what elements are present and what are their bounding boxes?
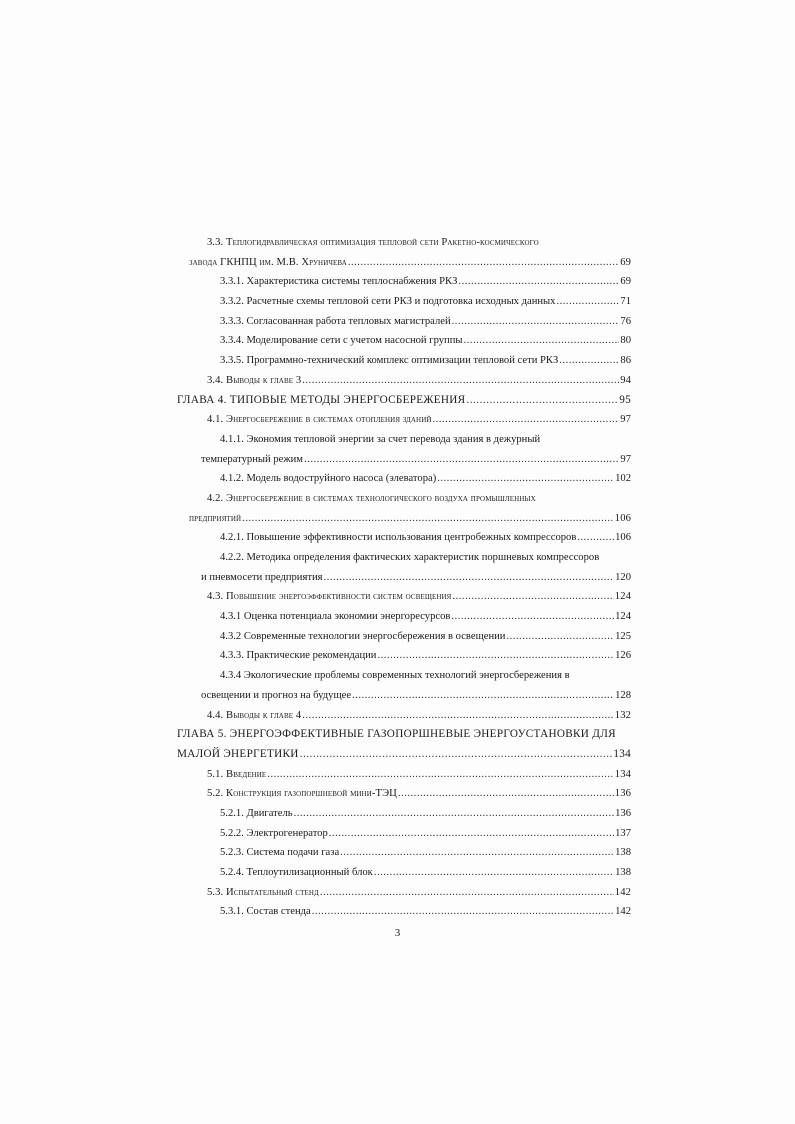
toc-entry (0, 863, 795, 883)
toc-entry-text: 5.2.3. Система подачи газа (220, 847, 340, 859)
toc-entry (0, 706, 795, 726)
toc-leader-dots (329, 824, 614, 844)
toc-leader-dots (452, 312, 620, 332)
toc-entry-text: 5.3.1. Состав стенда (220, 906, 311, 918)
toc-entry (0, 292, 795, 312)
toc-entry (0, 331, 795, 351)
toc-entry (0, 509, 795, 529)
toc-entry (0, 843, 795, 863)
toc-entry (0, 410, 795, 430)
toc-entry-text: температурный режим (201, 453, 304, 465)
toc-entry (0, 489, 795, 509)
toc-leader-dots (506, 627, 614, 647)
toc-entry-text: 3.3.2. Расчетные схемы тепловой сети РКЗ и подготовка исходных данных (220, 296, 556, 308)
toc-leader-dots (304, 450, 619, 470)
toc-entry (0, 233, 795, 253)
toc-entry (0, 312, 795, 332)
toc-leader-dots (377, 646, 614, 666)
toc-entry (0, 902, 795, 922)
toc-entry-text: 4.3.4 Экологические проблемы современных технологий энергосбережения в (220, 670, 570, 682)
toc-chapter (0, 745, 795, 765)
toc-leader-dots (466, 391, 618, 411)
toc-entry (0, 351, 795, 371)
toc-entry (0, 666, 795, 686)
toc-entry-page: 138 (615, 867, 631, 878)
toc-entry (0, 883, 795, 903)
toc-entry-page: 142 (614, 886, 631, 898)
toc-entry (0, 430, 795, 450)
toc-entry-page: 124 (614, 591, 631, 603)
toc-entry-text: 5.2.1. Двигатель (220, 807, 293, 819)
toc-entry (0, 824, 795, 844)
table-of-contents (0, 233, 795, 922)
toc-leader-dots (398, 784, 614, 804)
toc-entry-page: 136 (615, 807, 631, 819)
toc-entry-text: 3.3.5. Программно-технический комплекс оптимизации тепловой сети РКЗ (220, 355, 559, 367)
toc-entry-page: 95 (619, 393, 631, 406)
toc-entry-text: 3.4. Выводы к главе 3 (207, 374, 302, 386)
toc-entry-page: 120 (615, 571, 631, 583)
toc-leader-dots (437, 469, 614, 489)
toc-leader-dots (452, 587, 613, 607)
toc-entry (0, 450, 795, 470)
toc-leader-dots (242, 509, 614, 529)
toc-leader-dots (300, 745, 613, 765)
toc-entry-page: 106 (615, 532, 631, 544)
toc-entry-text: предприятий (189, 512, 242, 524)
toc-leader-dots (556, 292, 619, 312)
toc-entry-page: 69 (620, 276, 631, 288)
toc-entry-text: 4.3.1 Оценка потенциала экономии энергоресурсов (220, 611, 451, 623)
toc-entry-text: и пневмосети предприятия (201, 571, 323, 583)
toc-entry-page: 125 (615, 630, 631, 642)
toc-entry-text: 5.2.4. Теплоутилизационный блок (220, 867, 373, 878)
toc-entry-page: 102 (615, 473, 631, 485)
toc-entry (0, 272, 795, 292)
toc-entry-text: 4.3.3. Практические рекомендации (220, 650, 377, 662)
toc-entry (0, 784, 795, 804)
page-number: 3 (394, 927, 401, 939)
toc-entry-text: 3.3.1. Характеристика системы теплоснабжения РКЗ (220, 276, 458, 288)
toc-entry-page: 71 (620, 296, 631, 308)
toc-entry-page: 86 (620, 355, 631, 367)
toc-entry-page: 142 (615, 906, 631, 918)
toc-entry-text: 5.1. Введение (207, 768, 267, 780)
toc-entry-page: 136 (614, 788, 631, 800)
toc-leader-dots (312, 902, 614, 922)
toc-entry-text: МАЛОЙ ЭНЕРГЕТИКИ (177, 747, 299, 760)
toc-leader-dots (302, 371, 619, 391)
toc-entry-page: 97 (620, 414, 631, 426)
toc-leader-dots (352, 686, 614, 706)
toc-entry-text: 4.2. Энергосбережение в системах технологического воздуха промышленных (207, 492, 536, 504)
toc-entry-page: 97 (620, 453, 631, 465)
toc-entry-text: 5.2.2. Электрогенератор (220, 827, 328, 839)
toc-leader-dots (451, 607, 614, 627)
toc-entry (0, 548, 795, 568)
toc-leader-dots (324, 568, 615, 588)
toc-entry-text: 4.1.1. Экономия тепловой энергии за счет перевода здания в дежурный (220, 433, 541, 445)
toc-entry-page: 132 (614, 709, 631, 721)
toc-leader-dots (458, 272, 619, 292)
toc-entry-page: 124 (615, 611, 631, 623)
toc-entry (0, 607, 795, 627)
toc-leader-dots (464, 331, 620, 351)
toc-leader-dots (348, 253, 619, 273)
toc-entry-text: 4.1.2. Модель водоструйного насоса (элеватора) (220, 473, 437, 485)
toc-entry (0, 765, 795, 785)
toc-entry (0, 646, 795, 666)
toc-entry (0, 371, 795, 391)
toc-entry-page: 134 (614, 768, 631, 780)
toc-entry-page: 94 (620, 374, 631, 386)
toc-leader-dots (320, 883, 614, 903)
toc-entry-text: ГЛАВА 5. ЭНЕРГОЭФФЕКТИВНЫЕ ГАЗОПОРШНЕВЫЕ ЭНЕРГОУСТАНОВКИ ДЛЯ (177, 728, 616, 741)
toc-entry-text: 4.2.2. Методика определения фактических характеристик поршневых компрессоров (220, 552, 600, 563)
toc-entry (0, 587, 795, 607)
toc-entry (0, 686, 795, 706)
toc-leader-dots (267, 765, 614, 785)
toc-entry-page: 128 (615, 689, 631, 701)
toc-entry-text: 4.1. Энергосбережение в системах отопления зданий (207, 414, 432, 426)
toc-entry-text: ГЛАВА 4. ТИПОВЫЕ МЕТОДЫ ЭНЕРГОСБЕРЕЖЕНИЯ (177, 393, 466, 406)
toc-leader-dots (433, 410, 620, 430)
toc-entry (0, 627, 795, 647)
toc-leader-dots (374, 863, 614, 883)
toc-leader-dots (340, 843, 614, 863)
toc-entry-page: 126 (615, 650, 631, 662)
toc-leader-dots (559, 351, 619, 371)
toc-entry-page: 137 (615, 827, 631, 839)
toc-entry-page: 76 (620, 315, 631, 327)
toc-entry-text: 4.2.1. Повышение эффективности использования центробежных компрессоров (220, 532, 577, 544)
toc-entry-page: 80 (620, 335, 631, 347)
toc-entry (0, 568, 795, 588)
toc-entry-text: 3.3.4. Моделирование сети с учетом насосной группы (220, 335, 463, 347)
toc-entry-text: завода ГКНПЦ им. М.В. Хруничева (189, 256, 347, 268)
toc-entry (0, 804, 795, 824)
toc-entry-text: 3.3. Теплогидравлическая оптимизация тепловой сети Ракетно-космического (207, 237, 539, 248)
toc-entry-text: 4.3. Повышение энергоэффективности систем освещения (207, 591, 452, 603)
toc-entry-text: освещении и прогноз на будущее (201, 689, 352, 701)
toc-entry-page: 138 (615, 847, 631, 859)
toc-entry-text: 5.2. Конструкция газопоршневой мини-ТЭЦ (207, 788, 397, 800)
toc-entry-text: 3.3.3. Согласованная работа тепловых магистралей (220, 315, 451, 327)
toc-entry-text: 4.3.2 Современные технологии энергосбережения в освещении (220, 630, 506, 642)
toc-entry (0, 253, 795, 273)
toc-entry (0, 469, 795, 489)
toc-chapter (0, 391, 795, 411)
toc-leader-dots (577, 528, 614, 548)
toc-entry (0, 528, 795, 548)
toc-leader-dots (302, 706, 614, 726)
toc-entry-page: 69 (620, 256, 631, 268)
toc-entry-text: 4.4. Выводы к главе 4 (207, 709, 302, 721)
toc-chapter (0, 725, 795, 745)
toc-entry-text: 5.3. Испытательный стенд (207, 886, 319, 898)
toc-entry-page: 134 (613, 747, 631, 760)
toc-entry-page: 106 (614, 512, 631, 524)
toc-leader-dots (294, 804, 615, 824)
